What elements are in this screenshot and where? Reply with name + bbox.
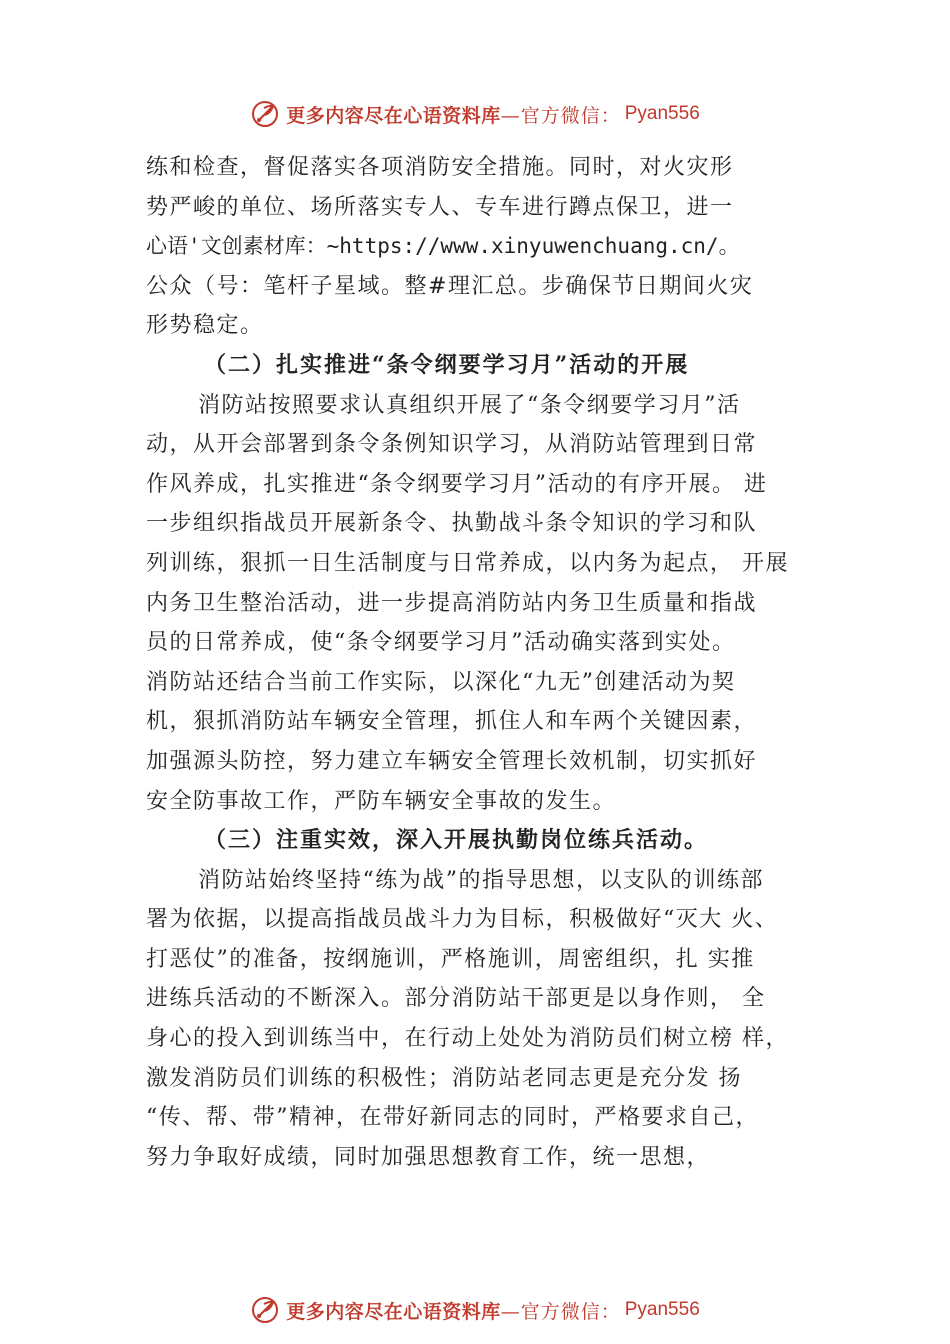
body-line-12: 内务卫生整治活动，进一步提高消防站内务卫生质量和指战	[146, 590, 758, 616]
banner-dash-text: —官方微信：	[500, 1300, 621, 1323]
body-line-3: 心语'文创素材库：~https://www.xinyuwenchuang.cn/。	[146, 234, 740, 259]
quill-seal-icon	[250, 1295, 280, 1325]
header-banner	[0, 94, 950, 134]
footer-banner	[0, 1290, 950, 1330]
body-line-1: 练和检查，督促落实各项消防安全措施。同时，对火灾形	[146, 155, 734, 180]
banner-wechat-id: Pyan556	[624, 103, 700, 124]
body-line-8: 动，从开会部署到条令条例知识学习，从消防站管理到日常	[146, 432, 758, 458]
document-body	[146, 148, 836, 1177]
section-heading-3: （三）注重实效，深入开展执勤岗位练兵活动。	[204, 827, 709, 854]
body-line-26: 努力争取好成绩，同时加强思想教育工作，统一思想，	[146, 1144, 711, 1170]
body-line-21: 打恶仗”的准备，按纲施训，严格施训，周密组织，扎 实推	[146, 946, 755, 972]
body-line-19: 消防站始终坚持“练为战”的指导思想，以支队的训练部	[198, 867, 764, 893]
body-line-9: 作风养成，扎实推进“条令纲要学习月”活动的有序开展。 进	[146, 471, 768, 497]
quill-seal-icon	[250, 99, 280, 129]
body-line-17: 安全防事故工作，严防车辆安全事故的发生。	[146, 788, 617, 814]
body-line-20: 署为依据，以提高指战员战斗力为目标，积极做好“灭大 火、	[146, 907, 779, 933]
body-line-24: 激发消防员们训练的积极性；消防站老同志更是充分发 扬	[146, 1065, 742, 1091]
body-line-23: 身心的投入到训练当中，在行动上处处为消防员们树立榜 样，	[146, 1026, 789, 1052]
body-line-25: “传、帮、带”精神，在带好新同志的同时，严格要求自己，	[146, 1105, 759, 1131]
banner-wechat-id: Pyan556	[624, 1299, 700, 1320]
body-line-13: 员的日常养成，使“条令纲要学习月”活动确实落到实处。	[146, 630, 736, 656]
body-line-2: 势严峻的单位、场所落实专人、专车进行蹲点保卫，进一	[146, 194, 734, 220]
section-heading-2: （二）扎实推进“条令纲要学习月”活动的开展	[204, 351, 690, 378]
banner-dash-text: —官方微信：	[500, 104, 621, 127]
body-line-4: 公众（号：笔杆子星域。整#理汇总。步确保节日期间火灾	[146, 273, 754, 299]
body-line-5: 形势稳定。	[146, 313, 264, 339]
body-line-7: 消防站按照要求认真组织开展了“条令纲要学习月”活	[198, 392, 741, 418]
body-line-14: 消防站还结合当前工作实际，以深化“九无”创建活动为契	[146, 669, 736, 695]
body-line-11: 列训练，狠抓一日生活制度与日常养成，以内务为起点， 开展	[146, 550, 789, 576]
body-line-16: 加强源头防控，努力建立车辆安全管理长效机制，切实抓好	[146, 748, 758, 774]
banner-main-text: 更多内容尽在心语资料库	[286, 1300, 501, 1323]
banner-main-text: 更多内容尽在心语资料库	[286, 104, 501, 127]
body-line-10: 一步组织指战员开展新条令、执勤战斗条令知识的学习和队	[146, 511, 758, 537]
body-line-22: 进练兵活动的不断深入。部分消防站干部更是以身作则， 全	[146, 986, 766, 1012]
body-line-15: 机，狠抓消防站车辆安全管理，抓住人和车两个关键因素，	[146, 709, 758, 735]
